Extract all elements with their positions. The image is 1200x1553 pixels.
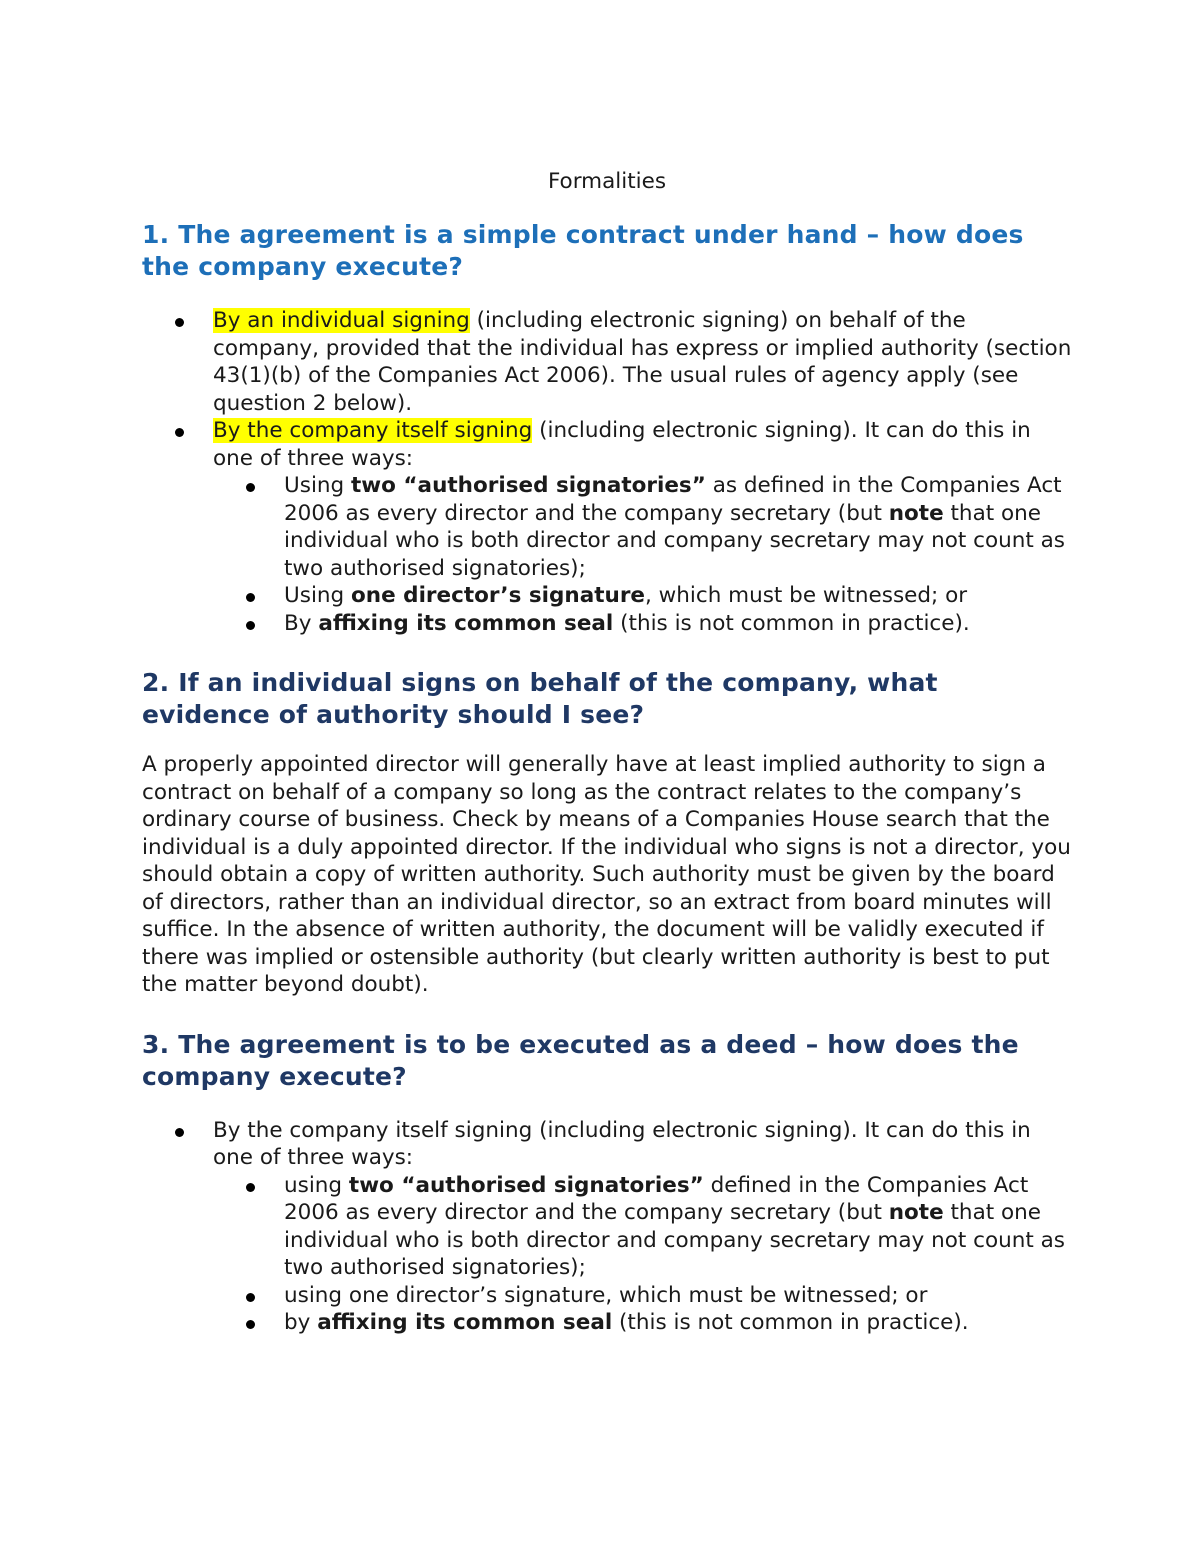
- text-segment: as defined in the Companies Act 2006 as every director and the company secretary (but: [284, 473, 1062, 526]
- section-1-bullet-1: [142, 307, 1072, 417]
- section-3-subbullet-3: [213, 1309, 1072, 1337]
- highlighted-text: By an individual signing: [213, 308, 470, 333]
- section-3-subbullet-2: [213, 1282, 1072, 1310]
- bullet-icon: [246, 1320, 255, 1329]
- text-segment: that one individual who is both director and company secretary may not count as two authorised signatories);: [284, 1200, 1066, 1280]
- section-1-subbullet-3: [213, 610, 1072, 638]
- section-3-list: [142, 1117, 1072, 1337]
- text-segment: (this is not common in practice).: [612, 1310, 969, 1335]
- section-1-subbullet-1: [213, 472, 1072, 582]
- bullet-icon: [246, 621, 255, 630]
- bold-text: note: [888, 500, 944, 526]
- document-page: [142, 166, 1072, 1337]
- highlighted-text: By the company itself signing: [213, 418, 533, 443]
- section-1-bullet-2: [142, 417, 1072, 637]
- bullet-text: (including electronic signing) on behalf of the company, provided that the individual has express or implied authority (section 43(1)(b) of the Companies Act 2006). The usual rules of agency apply (see question 2 below).: [213, 308, 1072, 416]
- text-segment: using one director’s signature, which must be witnessed; or: [284, 1282, 928, 1308]
- text-segment: (this is not common in practice).: [613, 610, 970, 636]
- bullet-icon: [246, 593, 255, 602]
- bold-text: two “authorised signatories”: [351, 473, 706, 498]
- bullet-icon: [246, 1293, 255, 1302]
- bullet-text: (including electronic signing). It can do this in one of three ways:: [213, 418, 1031, 471]
- bold-text: note: [888, 1200, 944, 1225]
- bullet-icon: [175, 318, 184, 327]
- section-2-body: A properly appointed director will generally have at least implied authority to sign a contract on behalf of a company so long as the contract relates to the company’s ordinary course of business. Check by means of a Companies House search that the individual is a duly appointed director. If the individual who signs is not a director, you should obtain a copy of written authority. Such authority must be given by the board of directors, rather than an individual director, so an extract from board minutes will suffice. In the absence of written authority, the document will be validly executed if there was implied or ostensible authority (but clearly written authority is best to put the matter beyond doubt).: [142, 752, 1071, 997]
- section-1-heading: 1. The agreement is a simple contract under hand – how does the company execute?: [142, 220, 1024, 281]
- bullet-icon: [246, 1183, 255, 1192]
- document-title: Formalities: [547, 169, 667, 194]
- section-2-heading: 2. If an individual signs on behalf of the company, what evidence of authority should I see?: [142, 668, 938, 729]
- bold-text: affixing its common seal: [317, 1310, 613, 1335]
- text-segment: that one individual who is both director and company secretary may not count as two authorised signatories);: [284, 500, 1066, 581]
- section-1-list: [142, 307, 1072, 637]
- bullet-text: By the company itself signing (including electronic signing). It can do this in one of three ways:: [213, 1117, 1031, 1170]
- text-segment: Using: [284, 473, 352, 498]
- section-3-subbullet-1: [213, 1172, 1072, 1282]
- bullet-icon: [175, 428, 184, 437]
- bullet-icon: [246, 483, 255, 492]
- section-3-bullet-1: [142, 1117, 1072, 1337]
- section-3-sublist: [213, 1172, 1072, 1337]
- text-segment: by: [284, 1310, 318, 1335]
- text-segment: defined in the Companies Act 2006 as every director and the company secretary (but: [284, 1172, 1029, 1225]
- text-segment: , which must be witnessed; or: [645, 583, 968, 608]
- section-1-subbullet-2: [213, 582, 1072, 610]
- bold-text: affixing its common seal: [318, 610, 614, 636]
- section-1-sublist: [213, 472, 1072, 637]
- section-3-heading: 3. The agreement is to be executed as a deed – how does the company execute?: [142, 1029, 1019, 1091]
- bold-text: one director’s signature: [351, 583, 646, 608]
- bullet-icon: [175, 1128, 184, 1137]
- text-segment: By: [284, 610, 319, 636]
- text-segment: Using: [284, 583, 352, 608]
- text-segment: using: [284, 1172, 349, 1198]
- bold-text: two “authorised signatories”: [348, 1172, 704, 1198]
